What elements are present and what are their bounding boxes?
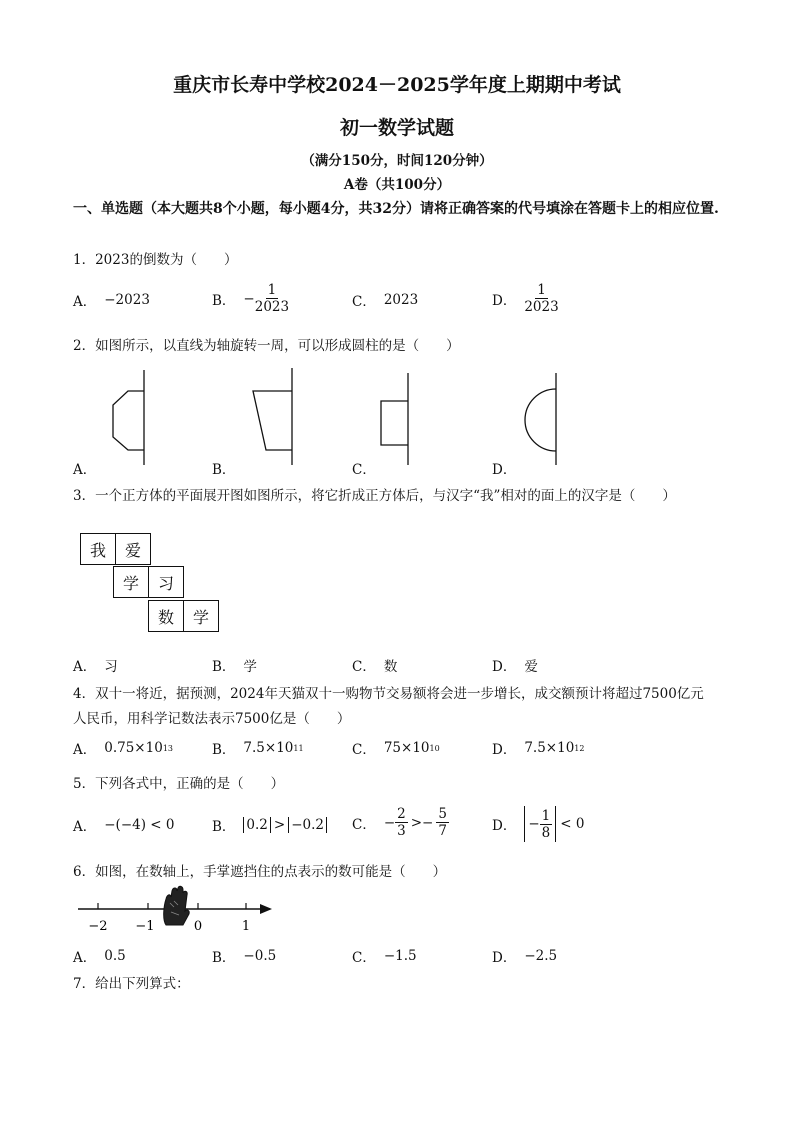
net-cell: 学 <box>113 566 149 598</box>
q7-stem: 7．给出下列算式： <box>73 976 190 992</box>
tick-label: 1 <box>241 919 251 934</box>
fraction: $\frac{1}{2023}$ <box>254 282 290 315</box>
arrow-icon <box>260 904 272 914</box>
q2-stem: 2．如图所示，以直线为轴旋转一周，可以形成圆柱的是（ ） <box>73 338 460 354</box>
q3-option-a: A． 习 <box>73 659 118 675</box>
tick-label: 0 <box>193 919 203 934</box>
q5-stem: 5．下列各式中，正确的是（ ） <box>73 776 285 792</box>
q5-option-c: C． − $\frac{2}{3}$ >− $\frac{5}{7}$ <box>352 806 447 839</box>
net-cell: 学 <box>183 600 219 632</box>
exam-meta: （满分150分，时间120分钟） <box>301 153 493 169</box>
q3-option-d: D． 爱 <box>492 659 538 675</box>
q4-stem-line2: 人民币，用科学记数法表示7500亿是（ ） <box>73 711 351 727</box>
net-cell: 数 <box>148 600 184 632</box>
shape-b <box>253 391 292 450</box>
hand-icon <box>164 886 190 925</box>
q4-option-d: D． 7.5×10 12 <box>492 740 585 758</box>
shape-d <box>525 389 556 451</box>
q3-option-c: C． 数 <box>352 659 398 675</box>
q3-option-b: B． 学 <box>212 659 257 675</box>
q6-option-b: B． −0.5 <box>212 948 277 966</box>
q5-option-b: B． 0.2 > −0.2 <box>212 815 327 835</box>
q6-option-c: C． −1.5 <box>352 948 417 966</box>
shape-a <box>113 391 144 450</box>
fraction: $\frac{1}{2023}$ <box>524 282 559 315</box>
q6-option-d: D． −2.5 <box>492 948 558 966</box>
q2-label-c: C． <box>352 462 376 478</box>
q2-label-b: B． <box>212 462 236 478</box>
tick-label: −1 <box>135 919 155 934</box>
q2-label-a: A． <box>73 462 97 478</box>
q6-option-a: A． 0.5 <box>73 948 126 966</box>
q5-option-a: A． −(−4) < 0 <box>73 817 175 835</box>
q3-stem: 3．一个正方体的平面展开图如图所示，将它折成正方体后，与汉字“我”相对的面上的汉字是（ ） <box>73 488 676 504</box>
exam-part: A卷（共100分） <box>343 177 451 193</box>
shape-c <box>381 401 408 445</box>
q1-option-a: A． −2023 <box>73 292 150 310</box>
q4-option-a: A． 0.75×10 13 <box>73 740 173 758</box>
net-cell: 我 <box>80 533 116 565</box>
q4-option-b: B． 7.5×10 11 <box>212 740 304 758</box>
q1-option-c: C． 2023 <box>352 292 419 310</box>
q1-stem: 1．2023的倒数为（ ） <box>73 252 238 268</box>
section-heading: 一、单选题（本大题共8个小题，每小题4分，共32分）请将正确答案的代号填涂在答题卡上的相应位置. <box>73 201 719 217</box>
q5-option-d: D． − $\frac{1}{8}$ < 0 <box>492 807 585 841</box>
exam-title: 重庆市长寿中学校2024－2025学年度上期期中考试 <box>173 74 621 96</box>
number-line <box>70 885 285 940</box>
q1-option-d: D． $\frac{1}{2023}$ <box>492 282 559 315</box>
net-cell: 习 <box>148 566 184 598</box>
q2-label-d: D． <box>492 462 517 478</box>
tick-label: −2 <box>88 919 108 934</box>
q6-stem: 6．如图，在数轴上，手掌遮挡住的点表示的数可能是（ ） <box>73 864 447 880</box>
q4-option-c: C． 75×10 10 <box>352 740 440 758</box>
exam-subtitle: 初一数学试题 <box>339 117 454 139</box>
q4-stem-line1: 4．双十一将近，据预测，2024年天猫双十一购物节交易额将会进一步增长，成交额预计将超过7500亿元 <box>73 686 704 702</box>
q1-option-b: B． − $\frac{1}{2023}$ <box>212 282 290 315</box>
net-cell: 爱 <box>115 533 151 565</box>
